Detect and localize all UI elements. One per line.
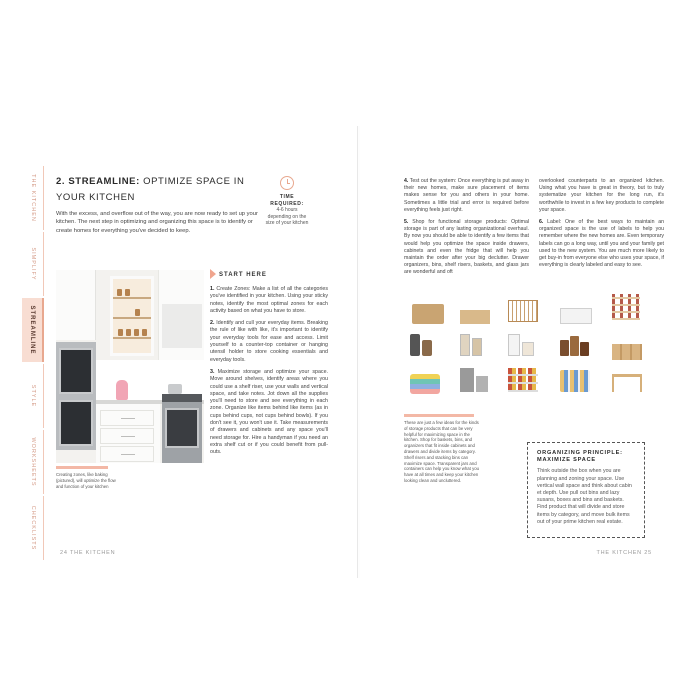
time-required-box <box>265 176 309 227</box>
step-item: 5. Shop for functional storage products: Optimal storage is part of any lasting organizational overhaul. By now you should be able to identify a few items that would help you optimize the space inside drawers, cabinets and even the fridge that will help you maintain the order after your big declutter. Drawer organizers, bins, shelf risers, baskets, and glass jars are wonderful and oft <box>404 219 529 276</box>
principle-title: ORGANIZING PRINCIPLE: MAXIMIZE SPACE <box>537 450 623 464</box>
page-title <box>56 174 246 206</box>
kitchen-photo <box>56 270 204 463</box>
step-item: 3. Maximize storage and optimize your space. Move around shelves, identify areas where you could use a shelf riser, use your walls and vertical space, and take notes. Jot down all the supplies you'll need to store and see everything in each zone. Organize like items behind like items (as in cups behind cups, not cups behind bowls). If you don't see it, you won't use it. Take measurements of drawers and cabinets and any space you'll need storage for. Hire a handyman if you need an extra shelf cut or if you could benefit from pull-outs. <box>210 368 328 456</box>
clock-icon <box>280 176 294 190</box>
caption-accent-bar <box>404 414 474 417</box>
step-item: 1. Create Zones: Make a list of all the categories you've identified in your kitchen. Using your sticky notes, identify the most optimal zones for each activity based on what you have to store. <box>210 286 328 314</box>
product-wine-rack <box>608 294 646 322</box>
product-glass-jars <box>456 330 494 358</box>
tab-label: THE KITCHEN <box>29 174 36 222</box>
page-footer-right: THE KITCHEN 25 <box>596 550 652 556</box>
section-tabs <box>22 166 46 562</box>
text-column-1 <box>404 178 529 282</box>
book-spread <box>20 126 690 578</box>
product-lazy-susan <box>556 366 594 394</box>
text-column-2 <box>539 178 664 274</box>
product-spice-jars <box>556 330 594 358</box>
tab-streamline[interactable] <box>22 298 44 362</box>
title-bold: 2. STREAMLINE: <box>56 176 140 187</box>
title-rest: OPTIMIZE SPACE IN YOUR KITCHEN <box>56 176 245 203</box>
principle-text: Think outside the box when you are planning and zoning your space. Use vertical wall space and think about cabin et depth. Use pull out bins and lazy susans, boxes and bins and baskets. Find product that will divide and store items by category, and move bulk items out of your prime kitchen real estate. <box>537 468 632 525</box>
product-nesting-bowls <box>406 368 444 396</box>
steps-list <box>210 286 328 462</box>
time-value: 4-6 hours depending on the size of your kitchen <box>265 207 309 226</box>
tab-label: WORKSHEETS <box>29 437 36 487</box>
start-here-heading: START HERE <box>219 272 267 278</box>
product-food-containers <box>504 330 542 358</box>
step-item: 2. Identify and cull your everyday items. Breaking the rule of like with like, it's important to identify your everyday tools for ease and access. Limit yourself to a counter-top container or hanging utensil holder to store cooking essentials and everyday tools. <box>210 320 328 363</box>
product-clear-bin <box>556 298 594 326</box>
product-wire-basket <box>504 296 542 324</box>
tab-label: CHECKLISTS <box>29 505 36 551</box>
caption-accent-bar <box>56 466 108 469</box>
tab-simplify[interactable] <box>22 232 44 296</box>
intro-paragraph: With the excess, and overflow out of the way, you are now ready to set up your kitchen. The next step in optimizing and organizing this space is to identify or create homes for everything you've decided to keep. <box>56 211 258 234</box>
step-item: 4. Test out the system: Once everything is put away in their new homes, make sure placement of items makes sense for you and others in your home. Sometimes a little trial and error is required before everything feels just right. <box>404 178 529 213</box>
tab-worksheets[interactable] <box>22 430 44 494</box>
product-canisters <box>406 330 444 358</box>
tab-label: STREAMLINE <box>29 305 35 355</box>
arrow-icon <box>210 269 216 279</box>
right-page <box>360 126 690 578</box>
product-bamboo-organizer <box>456 298 494 326</box>
photo-caption: Creating zones, like baking (pictured), will optimize the flow and function of your kitchen <box>56 472 116 489</box>
organizing-principle-box <box>527 442 645 538</box>
step-item: 6. Label: One of the best ways to maintain an organized space is the use of labels to help you remember where the new homes are. Even temporary labels can go a long way, until you and your family get used to the new system. You are much more likely to get buy-in from everyone else who uses your space, if everything is clearly labeled and easy to see. <box>539 219 664 269</box>
tab-style[interactable] <box>22 364 44 428</box>
product-stacking-boxes <box>456 366 494 394</box>
tab-label: SIMPLIFY <box>29 247 36 281</box>
product-drawer-organizer <box>608 334 646 362</box>
tab-label: STYLE <box>29 384 36 408</box>
tab-the-kitchen[interactable] <box>22 166 44 230</box>
product-shelf-riser <box>608 366 646 394</box>
time-label: TIME REQUIRED: <box>270 194 304 207</box>
left-page <box>20 126 358 578</box>
product-spice-rack <box>504 366 542 394</box>
step-continuation: overlooked counterparts to an organized kitchen. Using what you have is great in theory, but to truly systematize your kitchen for the long run, it's worthwhile to invest in a few key products to complete your space. <box>539 178 664 213</box>
product-wicker-basket <box>408 298 446 326</box>
products-caption: These are just a few ideas for the kinds of storage products that can be very helpful for maximizing space in the kitchen. Shop for baskets, bins, and organizers that fit inside cabinets and drawers and divide items by category. Shelf risers and stacking bins can maximize space. Transparent jars and containers can help you know what you have at all times and keep your kitchen looking clean and uncluttered. <box>404 420 480 483</box>
storage-products-grid <box>396 294 664 406</box>
page-footer-left: 24 THE KITCHEN <box>60 550 116 556</box>
tab-checklists[interactable] <box>22 496 44 560</box>
